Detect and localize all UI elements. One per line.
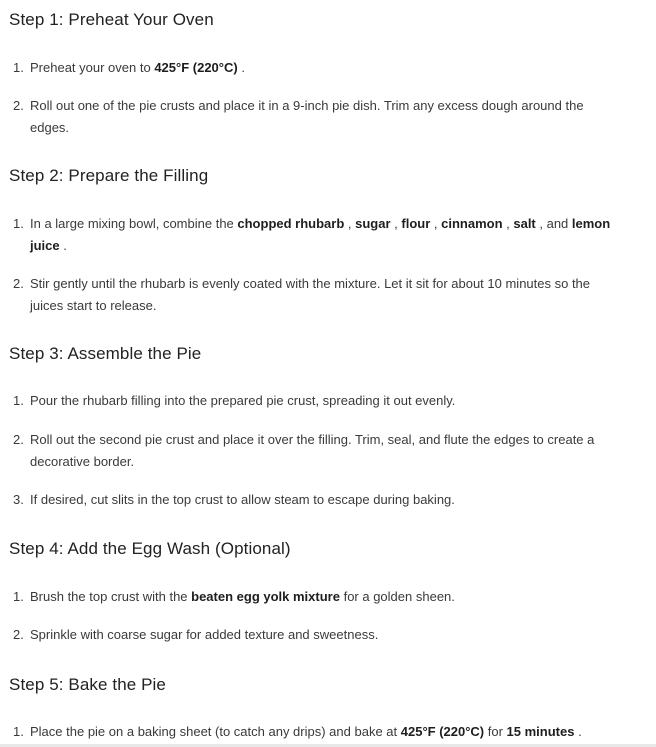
bold-text: salt	[513, 216, 536, 231]
list-text	[13, 57, 613, 79]
text-run: , and	[535, 216, 572, 231]
text-run: for a golden sheen.	[339, 589, 455, 604]
list-number: 2.	[13, 627, 24, 642]
text-run: Pour the rhubarb filling into the prepared pie crust, spreading it out evenly.	[30, 393, 456, 408]
list-text	[13, 213, 613, 257]
list-item	[13, 213, 613, 257]
list-text	[13, 273, 613, 317]
list-text	[13, 586, 613, 608]
list-text	[13, 721, 613, 743]
bold-text: 15 minutes	[506, 724, 575, 739]
list-text	[13, 489, 613, 511]
text-run: for	[484, 724, 507, 739]
text-run: ,	[502, 216, 514, 231]
list-item	[13, 624, 613, 646]
list-text	[13, 429, 613, 473]
bold-text: sugar	[355, 216, 391, 231]
list-item	[13, 429, 613, 473]
text-run: Preheat your oven to	[30, 60, 155, 75]
list-number: 1.	[13, 589, 24, 604]
text-run: Roll out one of the pie crusts and place it in a 9-inch pie dish. Trim any excess dough around the edges.	[30, 98, 584, 135]
bold-text: lemon juice	[30, 216, 611, 253]
text-run: Roll out the second pie crust and place it over the filling. Trim, seal, and flute the edges to create a decorative border.	[30, 432, 595, 469]
step-heading: Step 1: Preheat Your Oven	[9, 10, 214, 29]
bold-text: 425°F (220°C)	[154, 60, 238, 75]
list-number: 2.	[13, 276, 24, 291]
text-run: ,	[344, 216, 356, 231]
step-heading: Step 4: Add the Egg Wash (Optional)	[9, 539, 291, 558]
list-item	[13, 273, 613, 317]
step-heading: Step 2: Prepare the Filling	[9, 166, 209, 185]
text-run: .	[237, 60, 245, 75]
step-heading: Step 5: Bake the Pie	[9, 675, 166, 694]
bold-text: cinnamon	[441, 216, 503, 231]
text-run: .	[59, 238, 67, 253]
list-text	[13, 624, 613, 646]
list-number: 1.	[13, 216, 24, 231]
text-run: Brush the top crust with the	[30, 589, 192, 604]
list-number: 1.	[13, 60, 24, 75]
list-item	[13, 489, 613, 511]
list-item	[13, 721, 613, 743]
list-item	[13, 390, 613, 412]
list-text	[13, 95, 613, 139]
bold-text: flour	[401, 216, 431, 231]
list-text	[13, 390, 613, 412]
text-run: ,	[430, 216, 442, 231]
text-run: Place the pie on a baking sheet (to catch any drips) and bake at	[30, 724, 401, 739]
text-run: Sprinkle with coarse sugar for added texture and sweetness.	[30, 627, 379, 642]
text-run: In a large mixing bowl, combine the	[30, 216, 238, 231]
list-number: 1.	[13, 393, 24, 408]
step-heading: Step 3: Assemble the Pie	[9, 344, 202, 363]
list-number: 2.	[13, 98, 24, 113]
list-item	[13, 57, 613, 79]
list-number: 2.	[13, 432, 24, 447]
bold-text: chopped rhubarb	[237, 216, 345, 231]
text-run: .	[574, 724, 582, 739]
text-run: If desired, cut slits in the top crust to allow steam to escape during baking.	[30, 492, 455, 507]
list-item	[13, 95, 613, 139]
text-run: Stir gently until the rhubarb is evenly coated with the mixture. Let it sit for about 10 minutes so the juices start to release.	[30, 276, 591, 313]
list-item	[13, 586, 613, 608]
bold-text: 425°F (220°C)	[400, 724, 485, 739]
bold-text: beaten egg yolk mixture	[191, 589, 340, 604]
list-number: 3.	[13, 492, 24, 507]
list-number: 1.	[13, 724, 24, 739]
text-run: ,	[390, 216, 402, 231]
